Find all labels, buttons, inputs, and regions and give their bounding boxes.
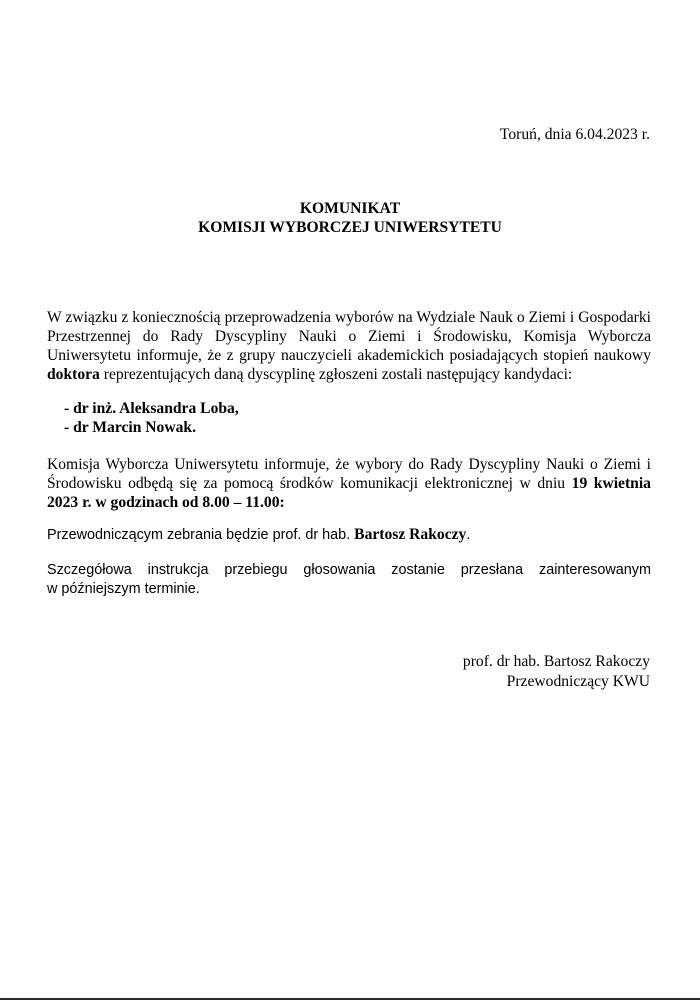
- candidate-item: - dr Marcin Nowak.: [64, 419, 196, 436]
- paragraph1-text-b: reprezentujących daną dyscyplinę zgłoszeni zostali następujący kandydaci:: [99, 366, 573, 383]
- paragraph4-line-2: w późniejszym terminie.: [47, 581, 200, 597]
- candidate-item: - dr inż. Aleksandra Loba,: [64, 400, 239, 417]
- paragraph-chair: [47, 525, 651, 545]
- title-block: [0, 199, 700, 237]
- signature-block: [463, 652, 650, 692]
- title-line-1: KOMUNIKAT: [299, 200, 401, 217]
- paragraph4-line-1: Szczegółowa instrukcja przebiegu głosowania zostanie przesłana zainteresowanym: [47, 562, 651, 578]
- signature-name: prof. dr hab. Bartosz Rakoczy: [462, 653, 650, 670]
- paragraph-election-info: [47, 455, 651, 512]
- signature-role: Przewodniczący KWU: [506, 673, 650, 690]
- paragraph3-bold: Bartosz Rakoczy: [354, 526, 467, 543]
- paragraph-candidates-intro: [47, 308, 651, 384]
- paragraph2-text: Komisja Wyborcza Uniwersytetu informuje, że wybory do Rady Dyscypliny Nauki o Ziemi i Środowisku odbędą się za pomocą środków komunikacji elektronicznej w dniu: [47, 456, 651, 492]
- paragraph-instructions: [47, 561, 651, 599]
- date-line: Toruń, dnia 6.04.2023 r.: [499, 126, 650, 143]
- paragraph3-text-a: Przewodniczącym zebrania będzie prof. dr hab.: [47, 527, 355, 543]
- paragraph3-text-b: .: [466, 527, 471, 543]
- paragraph1-bold: doktora: [47, 366, 100, 383]
- paragraph2-bold: 19 kwietnia 2023 r. w godzinach od 8.00 – 11.00:: [47, 475, 651, 511]
- title-line-2: KOMISJI WYBORCZEJ UNIWERSYTETU: [198, 219, 502, 236]
- paragraph1-text-a: W związku z koniecznością przeprowadzenia wyborów na Wydziale Nauk o Ziemi i Gospodarki Przestrzennej do Rady Dyscypliny Nauki o Ziemi i Środowisku, Komisja Wyborcza Uniwersytetu informuje, że z grupy nauczycieli akademickich posiadających stopień naukowy: [47, 309, 651, 364]
- candidate-list: [64, 399, 239, 437]
